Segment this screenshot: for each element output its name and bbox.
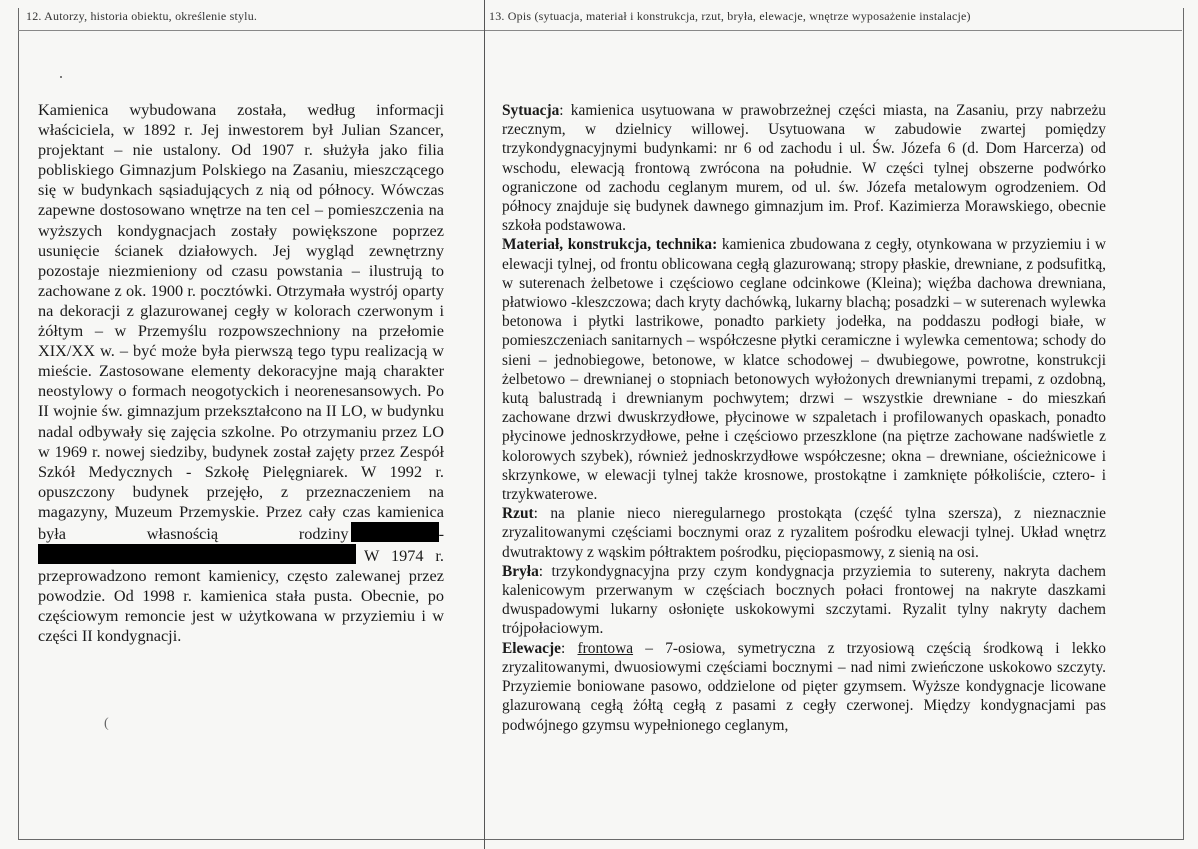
history-dash: - [438, 523, 444, 543]
history-year-fragment: W 1974 r. [364, 546, 444, 566]
redaction-block [351, 522, 439, 542]
column-divider [484, 0, 485, 849]
elevations-paragraph [502, 639, 1106, 735]
header-rule [18, 30, 1182, 31]
scan-mark: ( [104, 716, 109, 731]
material-paragraph [502, 235, 1106, 504]
history-text-part1: Kamienica wybudowana została, według informacji właściciela, w 1892 r. Jej inwestorem był Julian Szancer, projektant – nie ustalony. Od 1907 r. służyła jako filia pobliskiego Gimnazjum Polskiego na Zasaniu, mieszczącego się w budynkach sąsiadujących z nią od północy. Wówczas zapewne dostosowano wnętrze na ten cel – pomieszczenia na wyższych kondygnacjach zostały powiększone poprzez usunięcie ścianek działowych. Jej wygląd zewnętrzny pozostaje niezmieniony od czasu powstania – ilustrują to zachowane z ok. 1900 r. pocztówki. Otrzymała wystrój oparty na dekoracji z glazurowanej cegły w kolorach czerwonym i żółtym – w Przemyślu rozpowszechniony na przełomie XIX/XX w. – być może była pierwszą tego typu realizacją w mieście. Zastosowane elementy dekoracyjne mają charakter neostylowy o formach neogotyckich i neorenesansowych. Po II wojnie św. gimnazjum przekształcono na II LO, w budynku nadal odbywały się zajęcia szkolne. Po otrzymaniu przez LO w 1969 r. nowej siedziby, budynek został zajęty przez Zespół Szkół Medycznych - Szkołę Pielęgniarek. W 1992 r. opuszczony budynek przejęło, z przeznaczeniem na magazyny, Muzeum Przemyskie. Przez cały czas kamienica była własnością rodziny [38, 100, 444, 543]
scan-speck [60, 76, 62, 78]
redaction-block [38, 544, 356, 564]
plan-text: : na planie nieco nieregularnego prostokąta (część tylna szersza), z nieznacznie zryzalitowanymi częściami bocznymi oraz z ryzalitem pośrodku elewacji tylnej. Układ wnętrz dwutraktowy z wąskim półtraktem pośrodku, pięciopasmowy, z sienią na osi. [502, 505, 1106, 561]
massing-paragraph [502, 562, 1106, 639]
situation-label: Sytuacja [502, 102, 560, 119]
section-12-header: 12. Autorzy, historia obiektu, określenie stylu. [26, 9, 258, 23]
material-label: Materiał, konstrukcja, technika: [502, 236, 718, 254]
material-text: kamienica zbudowana z cegły, otynkowana w przyziemiu i w elewacji tylnej, od frontu oblicowana cegłą glazurowaną; stropy płaskie, drewniane, z podsufitką, w suterenach żelbetowe i częściowo ceglane odcinkowe (Kleina); więźba dachowa drewniana, płatwiowo -kleszczowa; dach kryty dachówką, lukarny blachą; posadzki – w suterenach wylewka betonowa i płytki lastrikowe, ponadto parkiety jodełka, na poddaszu podłogi białe, w pomieszczeniach sanitarnych – współczesne płytki ceramiczne i wylewka cementowa; schody do sieni – jednobiegowe, betonowe, w klatce schodowej – dwubiegowe, powrotne, konstrukcji żelbetowo – drewnianej o stopniach betonowych wyłożonych drewnianymi trepami, z ozdobną, kutą balustradą i drewnianym pochwytem; drzwi – wszystkie drewniane - do mieszkań zachowane drzwi dwuskrzydłowe, płycinowe w szpaletach i profilowanych opaskach, ponadto płycinowe jednoskrzydłowe, pełne i częściowo przeszklone (na piętrze zachowane nadświetle z kolorowych szybek), również jednoskrzydłowe współczesne; okna – drewniane, ościeżnicowe i skrzynkowe, w elewacji tylnej także krosnowe, prostokątne i zamknięte półkoliście, cztero- i trzykwaterowe. [502, 236, 1106, 504]
elevations-label: Elewacje [502, 639, 561, 657]
situation-paragraph [502, 101, 1106, 235]
section-13-header: 13. Opis (sytuacja, materiał i konstrukcja, rzut, bryła, elewacje, wnętrze wyposażenie instalacje) [489, 9, 971, 23]
elevations-text: – 7-osiowa, symetryczna z trzyosiową częścią środkową i lekko zryzalitowanymi, dwuosiowymi częściami bocznymi – nad nimi zwieńczone uskokowo szczyty. Przyziemie boniowane pasowo, oddzielone od pięter gzymsem. Wyższe kondygnacje licowane glazurowaną cegłą żółtą cegłą z pasami z cegły czerwonej. Między kondygnacjami pas podwójnego gzymsu wypełnionego ceglanym, [502, 639, 1106, 734]
description-column [502, 101, 1106, 735]
elevations-separator: : [560, 639, 578, 657]
history-column [38, 100, 444, 647]
history-text-part2: przeprowadzono remont kamienicy, często zalewanej przez powodzie. Od 1998 r. kamienica stała pusta. Obecnie, po częściowym remoncie jest w użytkowana w przyziemiu i w części II kondygnacji. [38, 566, 444, 646]
plan-paragraph [502, 504, 1106, 562]
elevations-front-term: frontowa [577, 639, 634, 657]
history-paragraph [38, 100, 444, 647]
plan-label: Rzut [502, 505, 534, 523]
massing-text: : trzykondygnacyjna przy czym kondygnacja przyziemia to sutereny, nakryta dachem kalenicowym przerwanym w częściach bocznych połaci frontowej na nakryte daszkami dwuspadowymi lukarny osłonięte uskokowymi szczytami. Ryzalit tylny nakryty dachem trójpołaciowym. [502, 562, 1106, 638]
situation-text: : kamienica usytuowana w prawobrzeżnej części miasta, na Zasaniu, przy nabrzeżu rzecznym, w dzielnicy willowej. Usytuowana w zabudowie zwartej pomiędzy trzykondygnacyjnymi budynkami: nr 6 od zachodu i ul. Św. Józefa 6 (d. Dom Harcerza) od wschodu, elewacją frontową zwrócona na południe. W części tylnej obszerne podwórko ograniczone od zachodu ceglanym murem, od ul. św. Józefa metalowym ogrodzeniem. Od północy znajduje się budynek dawnego gimnazjum im. Prof. Kazimierza Morawskiego, obecnie szkoła podstawowa. [502, 102, 1106, 235]
massing-label: Bryła [502, 562, 539, 580]
